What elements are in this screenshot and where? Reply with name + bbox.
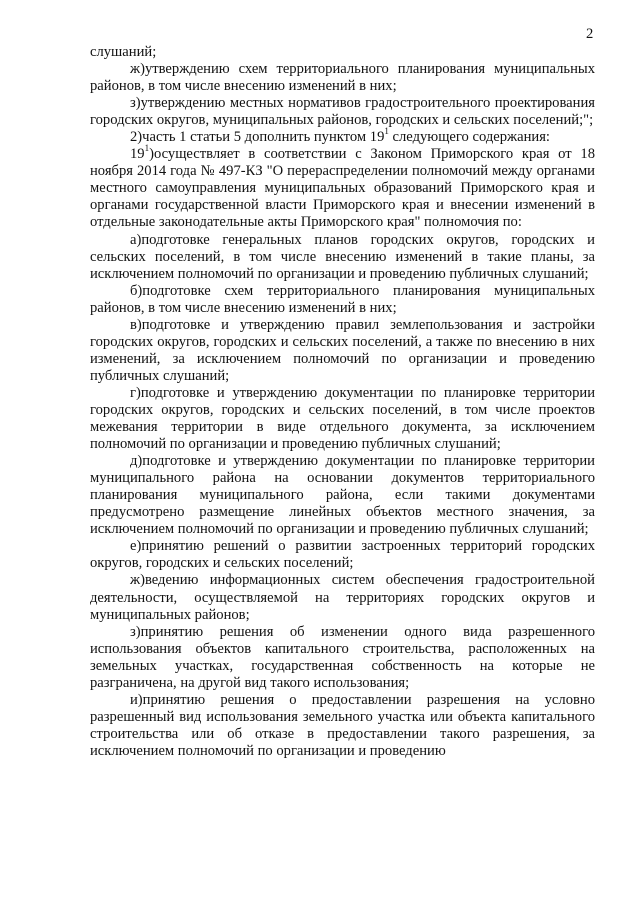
document-body <box>90 44 595 760</box>
paragraph: з)утверждению местных нормативов градостроительного проектирования городских округов, муниципальных районов, городских и сельских поселений;"; <box>90 95 595 129</box>
paragraph: а)подготовке генеральных планов городских округов, городских и сельских поселений, в том числе внесению изменений в такие планы, за исключением полномочий по организации и проведению публичных слушаний; <box>90 231 595 282</box>
paragraph: 2)часть 1 статьи 5 дополнить пунктом $19^1$ следующего содержания: <box>130 126 550 146</box>
paragraph: з)принятию решения об изменении одного вида разрешенного использования объектов капитального строительства, расположенных на земельных участках, государственная собственность на которые не разграничена, на другой вид такого использования; <box>90 623 595 691</box>
paragraph: и)принятию решения о предоставлении разрешения на условно разрешенный вид использования земельного участка или объекта капитального строительства или об отказе в предоставлении такого разрешения, за исключением полномочий по организации и проведению <box>90 691 595 759</box>
page-number: 2 <box>586 26 594 42</box>
paragraph: ж)ведению информационных систем обеспечения градостроительной деятельности, осуществляемой на территориях городских округов и муниципальных районов; <box>90 572 595 623</box>
paragraph: д)подготовке и утверждению документации по планировке территории муниципального района на основании документов территориального планирования муниципального района, если такими документами предусмотрено размещение линейных объектов местного значения, за исключением полномочий по организации и проведению публичных слушаний; <box>90 453 595 538</box>
paragraph: в)подготовке и утверждению правил землепользования и застройки городских округов, городских и сельских поселений, а также по внесению в них изменений, за исключением полномочий по организации и проведению публичных слушаний; <box>90 316 595 384</box>
paragraph: е)принятию решений о развитии застроенных территорий городских округов, городских и сельских поселений; <box>90 538 595 572</box>
paragraph: слушаний; <box>90 44 157 60</box>
paragraph: б)подготовке схем территориального планирования муниципальных районов, в том числе внесению изменений в них; <box>90 282 595 316</box>
paragraph: г)подготовке и утверждению документации по планировке территории городских округов, городских и сельских поселений, в том числе проектов межевания территории в виде отдельного документа, за исключением полномочий по организации и проведению публичных слушаний; <box>90 384 595 453</box>
paragraph: $19^1)осуществляет$ в соответствии с Законом Приморского края от 18 ноября 2014 года № 497-КЗ "О перераспределении полномочий между органами местного самоуправления муниципальных образований Приморского края и органами государственной власти Приморского края и внесении изменений в отдельные законодательные акты Приморского края" полномочия по: <box>90 143 595 231</box>
paragraph: ж)утверждению схем территориального планирования муниципальных районов, в том числе внесению изменений в них; <box>90 61 595 95</box>
